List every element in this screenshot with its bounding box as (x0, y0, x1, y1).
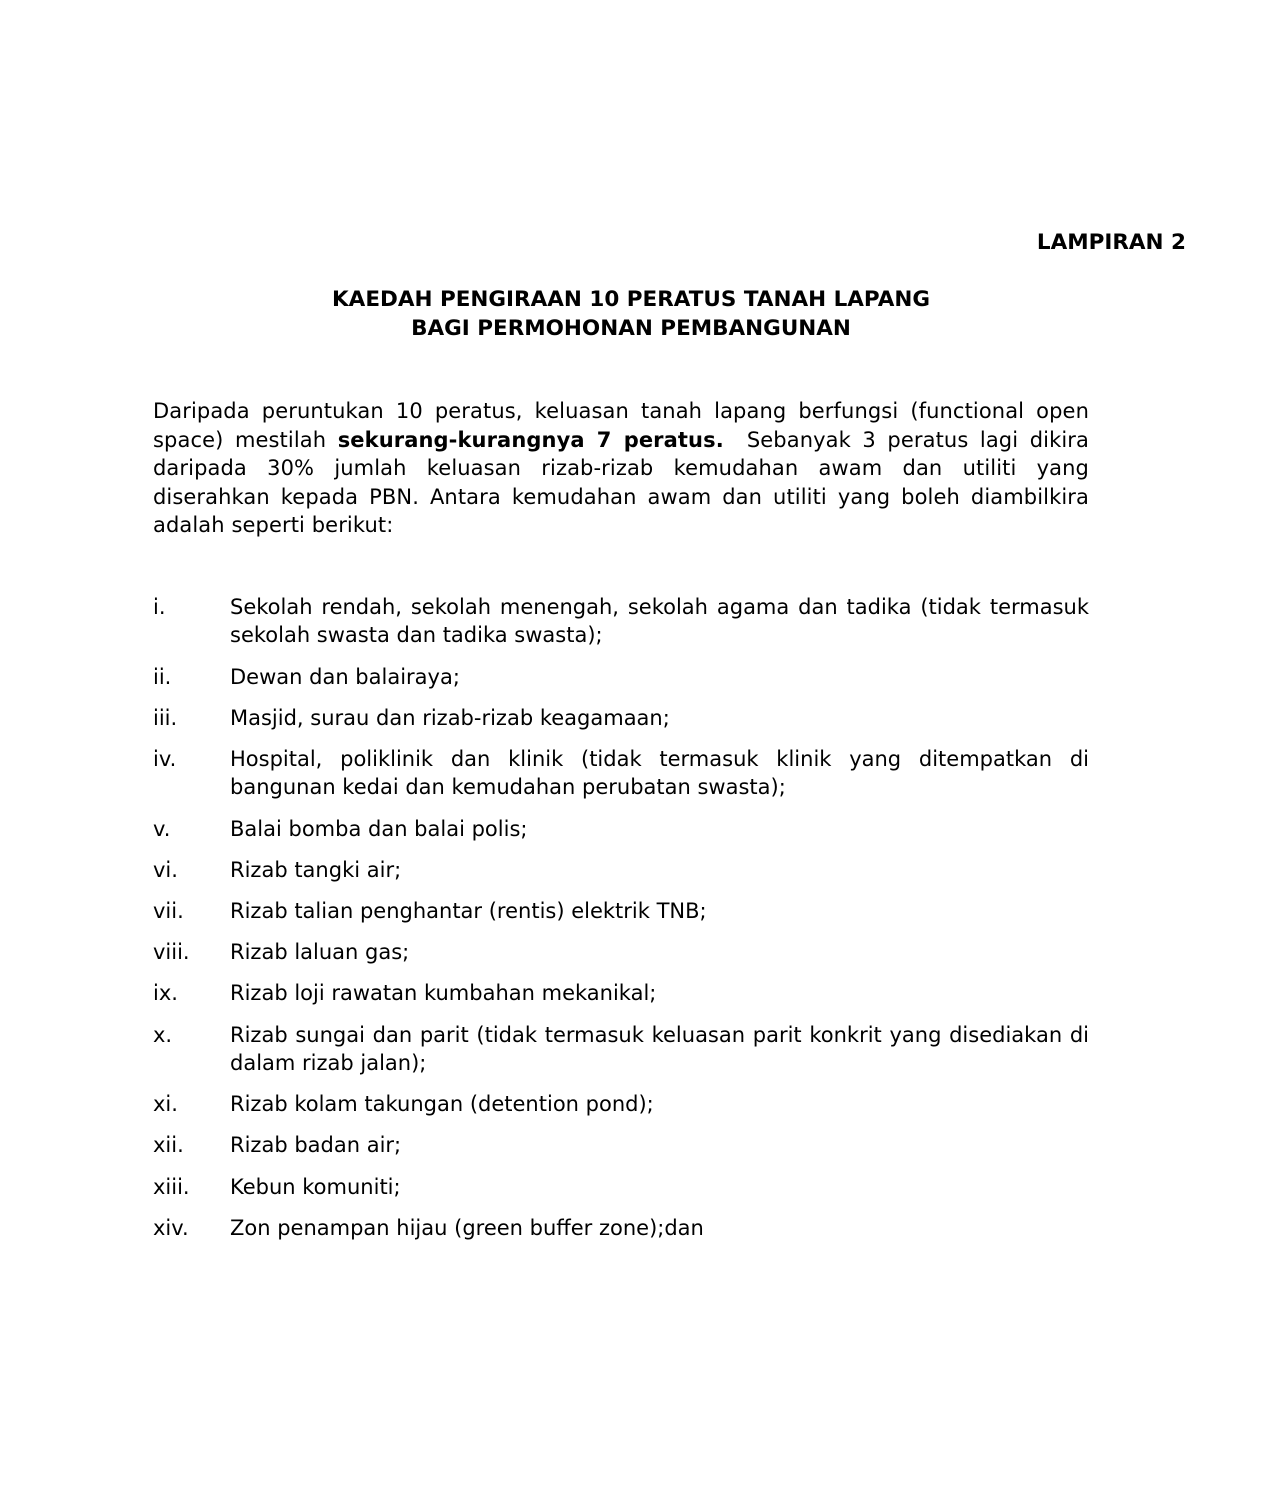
list-item-number: ii. (153, 664, 172, 689)
list-item (153, 704, 1089, 732)
list-item-text: Rizab talian penghantar (rentis) elektrik TNB; (230, 899, 707, 924)
list-item (153, 663, 1089, 691)
list-item (153, 745, 1089, 802)
list-item-number: xiv. (153, 1215, 189, 1240)
list-item-number: x. (153, 1022, 173, 1047)
list-item (153, 979, 1089, 1007)
list-item-number: iv. (153, 747, 177, 772)
list-item (153, 1214, 1089, 1242)
list-item-text: Rizab badan air; (230, 1133, 402, 1158)
list-item-number: xi. (153, 1092, 178, 1117)
list-item (153, 938, 1089, 966)
list-item-number: viii. (153, 940, 190, 965)
list-item-number: xiii. (153, 1174, 190, 1199)
list-item (153, 1173, 1089, 1201)
title-line-1: KAEDAH PENGIRAAN 10 PERATUS TANAH LAPANG (332, 287, 930, 312)
list-item (153, 593, 1089, 650)
list-item-number: xii. (153, 1133, 184, 1158)
list-item (153, 856, 1089, 884)
list-item-number: vi. (153, 857, 178, 882)
list-item-text: Rizab tangki air; (230, 857, 402, 882)
list-item-text: Zon penampan hijau (green buffer zone);dan (230, 1215, 704, 1240)
list-item-text: Sekolah rendah, sekolah menengah, sekolah agama dan tadika (tidak termasuk sekolah swasta dan tadika swasta); (230, 595, 1089, 648)
list-item (153, 815, 1089, 843)
list-item-number: i. (153, 595, 166, 619)
facility-list (153, 593, 1089, 1255)
intro-text-1: Daripada peruntukan 10 peratus, keluasan tanah lapang berfungsi (functional open space) mestilah (153, 399, 1089, 452)
list-item-text: Balai bomba dan balai polis; (230, 816, 528, 841)
list-item (153, 1131, 1089, 1159)
list-item-text: Dewan dan balairaya; (230, 664, 460, 689)
document-title (0, 285, 1262, 343)
intro-paragraph (153, 397, 1096, 540)
list-item (153, 897, 1089, 925)
list-item-number: ix. (153, 981, 178, 1006)
list-item-text: Rizab laluan gas; (230, 940, 410, 965)
appendix-label: LAMPIRAN 2 (1036, 230, 1186, 255)
list-item-text: Hospital, poliklinik dan klinik (tidak termasuk klinik yang ditempatkan di bangunan kedai dan kemudahan perubatan swasta); (230, 747, 1089, 800)
title-line-2: BAGI PERMOHONAN PEMBANGUNAN (411, 316, 851, 341)
list-item-text: Masjid, surau dan rizab-rizab keagamaan; (230, 705, 670, 730)
list-item-number: v. (153, 816, 171, 841)
intro-bold-text: sekurang-kurangnya 7 peratus. (337, 427, 724, 452)
list-item-text: Kebun komuniti; (230, 1174, 401, 1199)
list-item (153, 1090, 1089, 1118)
list-item-text: Rizab sungai dan parit (tidak termasuk keluasan parit konkrit yang disediakan di dalam rizab jalan); (230, 1022, 1089, 1076)
intro-text-2: Sebanyak 3 peratus lagi dikira daripada 30% jumlah keluasan rizab-rizab kemudahan awam dan utiliti yang diserahkan kepada PBN. Antara kemudahan awam dan utiliti yang boleh diambilkira adalah seperti berikut: (153, 427, 1096, 538)
list-item-number: vii. (153, 899, 184, 924)
list-item (153, 1021, 1089, 1078)
list-item-text: Rizab loji rawatan kumbahan mekanikal; (230, 981, 657, 1006)
list-item-text: Rizab kolam takungan (detention pond); (230, 1092, 654, 1117)
list-item-number: iii. (153, 705, 178, 730)
